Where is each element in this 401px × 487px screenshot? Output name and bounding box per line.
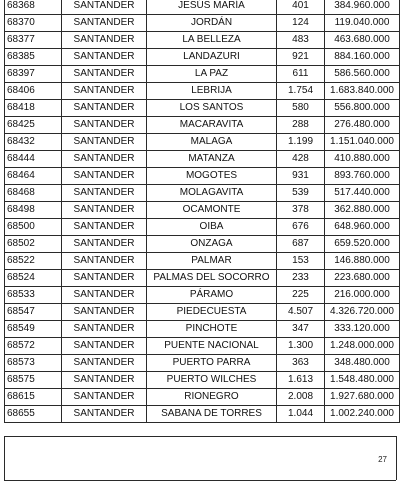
- table-row: [5, 202, 400, 219]
- cell-population: 1.754: [277, 83, 325, 100]
- cell-code: 68418: [5, 100, 62, 117]
- cell-department: SANTANDER: [62, 117, 147, 134]
- cell-department: SANTANDER: [62, 168, 147, 185]
- cell-code: 68406: [5, 83, 62, 100]
- cell-amount: 216.000.000: [325, 287, 400, 304]
- cell-code: 68533: [5, 287, 62, 304]
- cell-amount: 1.927.680.000: [325, 389, 400, 406]
- footer-frame-bottom: [4, 480, 396, 481]
- cell-amount: 893.760.000: [325, 168, 400, 185]
- cell-code: 68547: [5, 304, 62, 321]
- table-row: [5, 0, 400, 15]
- table-row: [5, 49, 400, 66]
- cell-amount: 333.120.000: [325, 321, 400, 338]
- cell-municipality: MACARAVITA: [147, 117, 277, 134]
- cell-department: SANTANDER: [62, 66, 147, 83]
- cell-population: 611: [277, 66, 325, 83]
- cell-code: 68444: [5, 151, 62, 168]
- cell-municipality: OCAMONTE: [147, 202, 277, 219]
- table-row: [5, 236, 400, 253]
- cell-amount: 1.248.000.000: [325, 338, 400, 355]
- table-row: [5, 100, 400, 117]
- cell-population: 153: [277, 253, 325, 270]
- cell-population: 225: [277, 287, 325, 304]
- table-row: [5, 117, 400, 134]
- table-row: [5, 338, 400, 355]
- cell-code: 68498: [5, 202, 62, 219]
- cell-code: 68468: [5, 185, 62, 202]
- footer-frame-left: [4, 436, 5, 480]
- cell-municipality: LOS SANTOS: [147, 100, 277, 117]
- table-row: [5, 287, 400, 304]
- cell-code: 68615: [5, 389, 62, 406]
- cell-code: 68575: [5, 372, 62, 389]
- cell-population: 931: [277, 168, 325, 185]
- cell-population: 233: [277, 270, 325, 287]
- table-row: [5, 321, 400, 338]
- cell-population: 4.507: [277, 304, 325, 321]
- table-row: [5, 66, 400, 83]
- cell-municipality: MOGOTES: [147, 168, 277, 185]
- cell-municipality: PÁRAMO: [147, 287, 277, 304]
- table-row: [5, 219, 400, 236]
- cell-amount: 348.480.000: [325, 355, 400, 372]
- cell-department: SANTANDER: [62, 321, 147, 338]
- cell-municipality: PIEDECUESTA: [147, 304, 277, 321]
- table-row: [5, 151, 400, 168]
- table-row: [5, 32, 400, 49]
- cell-code: 68655: [5, 406, 62, 423]
- table-row: [5, 406, 400, 423]
- cell-code: 68500: [5, 219, 62, 236]
- cell-population: 288: [277, 117, 325, 134]
- cell-amount: 146.880.000: [325, 253, 400, 270]
- cell-population: 1.300: [277, 338, 325, 355]
- cell-population: 428: [277, 151, 325, 168]
- cell-amount: 517.440.000: [325, 185, 400, 202]
- table-body: [5, 0, 400, 423]
- cell-municipality: PALMAR: [147, 253, 277, 270]
- cell-code: 68549: [5, 321, 62, 338]
- cell-population: 483: [277, 32, 325, 49]
- cell-department: SANTANDER: [62, 100, 147, 117]
- cell-municipality: ONZAGA: [147, 236, 277, 253]
- cell-code: 68425: [5, 117, 62, 134]
- cell-code: 68397: [5, 66, 62, 83]
- cell-amount: 1.548.480.000: [325, 372, 400, 389]
- cell-amount: 119.040.000: [325, 15, 400, 32]
- cell-code: 68573: [5, 355, 62, 372]
- cell-department: SANTANDER: [62, 355, 147, 372]
- cell-municipality: LEBRIJA: [147, 83, 277, 100]
- cell-amount: 276.480.000: [325, 117, 400, 134]
- table-row: [5, 355, 400, 372]
- cell-amount: 1.683.840.000: [325, 83, 400, 100]
- cell-municipality: JESÚS MARÍA: [147, 0, 277, 15]
- cell-municipality: RIONEGRO: [147, 389, 277, 406]
- cell-population: 378: [277, 202, 325, 219]
- cell-population: 401: [277, 0, 325, 15]
- municipality-table: [4, 0, 400, 423]
- cell-code: 68502: [5, 236, 62, 253]
- page-number: 27: [378, 455, 387, 464]
- cell-department: SANTANDER: [62, 15, 147, 32]
- cell-amount: 1.002.240.000: [325, 406, 400, 423]
- table-row: [5, 168, 400, 185]
- cell-municipality: SABANA DE TORRES: [147, 406, 277, 423]
- cell-municipality: MALAGA: [147, 134, 277, 151]
- cell-amount: 659.520.000: [325, 236, 400, 253]
- cell-population: 1.199: [277, 134, 325, 151]
- cell-amount: 556.800.000: [325, 100, 400, 117]
- cell-population: 580: [277, 100, 325, 117]
- cell-population: 1.044: [277, 406, 325, 423]
- cell-department: SANTANDER: [62, 270, 147, 287]
- cell-population: 363: [277, 355, 325, 372]
- cell-population: 539: [277, 185, 325, 202]
- cell-department: SANTANDER: [62, 389, 147, 406]
- cell-population: 921: [277, 49, 325, 66]
- table-row: [5, 389, 400, 406]
- cell-code: 68432: [5, 134, 62, 151]
- cell-population: 1.613: [277, 372, 325, 389]
- cell-department: SANTANDER: [62, 406, 147, 423]
- cell-municipality: LA PAZ: [147, 66, 277, 83]
- cell-municipality: LA BELLEZA: [147, 32, 277, 49]
- cell-code: 68522: [5, 253, 62, 270]
- footer-frame-right: [396, 436, 397, 480]
- cell-department: SANTANDER: [62, 202, 147, 219]
- table-row: [5, 185, 400, 202]
- cell-amount: 384.960.000: [325, 0, 400, 15]
- cell-amount: 4.326.720.000: [325, 304, 400, 321]
- cell-amount: 884.160.000: [325, 49, 400, 66]
- cell-code: 68377: [5, 32, 62, 49]
- cell-code: 68370: [5, 15, 62, 32]
- cell-municipality: OIBA: [147, 219, 277, 236]
- cell-department: SANTANDER: [62, 304, 147, 321]
- table-row: [5, 304, 400, 321]
- table-row: [5, 270, 400, 287]
- cell-department: SANTANDER: [62, 32, 147, 49]
- cell-amount: 223.680.000: [325, 270, 400, 287]
- table-row: [5, 253, 400, 270]
- cell-amount: 362.880.000: [325, 202, 400, 219]
- cell-population: 124: [277, 15, 325, 32]
- cell-department: SANTANDER: [62, 0, 147, 15]
- cell-department: SANTANDER: [62, 253, 147, 270]
- cell-municipality: MOLAGAVITA: [147, 185, 277, 202]
- cell-code: 68572: [5, 338, 62, 355]
- cell-department: SANTANDER: [62, 151, 147, 168]
- cell-amount: 1.151.040.000: [325, 134, 400, 151]
- cell-municipality: PUERTO PARRA: [147, 355, 277, 372]
- table-row: [5, 83, 400, 100]
- cell-department: SANTANDER: [62, 236, 147, 253]
- cell-amount: 410.880.000: [325, 151, 400, 168]
- cell-municipality: PUENTE NACIONAL: [147, 338, 277, 355]
- cell-department: SANTANDER: [62, 49, 147, 66]
- cell-population: 676: [277, 219, 325, 236]
- cell-municipality: PALMAS DEL SOCORRO: [147, 270, 277, 287]
- cell-code: 68368: [5, 0, 62, 15]
- cell-population: 687: [277, 236, 325, 253]
- cell-department: SANTANDER: [62, 338, 147, 355]
- table-row: [5, 372, 400, 389]
- cell-municipality: PUERTO WILCHES: [147, 372, 277, 389]
- cell-department: SANTANDER: [62, 83, 147, 100]
- cell-department: SANTANDER: [62, 287, 147, 304]
- cell-department: SANTANDER: [62, 219, 147, 236]
- table-row: [5, 15, 400, 32]
- cell-population: 347: [277, 321, 325, 338]
- cell-department: SANTANDER: [62, 185, 147, 202]
- cell-municipality: PINCHOTE: [147, 321, 277, 338]
- cell-amount: 586.560.000: [325, 66, 400, 83]
- cell-amount: 648.960.000: [325, 219, 400, 236]
- cell-amount: 463.680.000: [325, 32, 400, 49]
- cell-municipality: LANDAZURI: [147, 49, 277, 66]
- cell-municipality: JORDÁN: [147, 15, 277, 32]
- cell-code: 68464: [5, 168, 62, 185]
- cell-department: SANTANDER: [62, 134, 147, 151]
- cell-municipality: MATANZA: [147, 151, 277, 168]
- cell-department: SANTANDER: [62, 372, 147, 389]
- footer-rule: [4, 436, 396, 437]
- cell-code: 68524: [5, 270, 62, 287]
- cell-population: 2.008: [277, 389, 325, 406]
- table-row: [5, 134, 400, 151]
- cell-code: 68385: [5, 49, 62, 66]
